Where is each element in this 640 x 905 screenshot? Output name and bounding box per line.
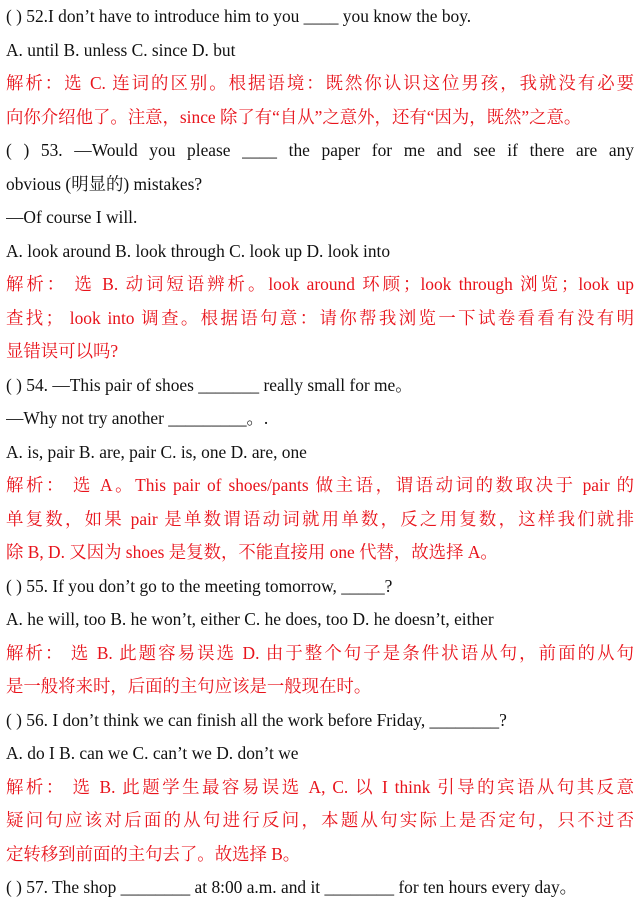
answer-55-explanation-line-2: 是一般将来时，后面的主句应该是一般现在时。 bbox=[6, 676, 372, 696]
question-53-reply: —Of course I will. bbox=[6, 207, 138, 227]
answer-52-explanation-line-2: 向你介绍他了。注意，since 除了有“自从”之意外，还有“因为，既然”之意。 bbox=[6, 106, 582, 127]
answer-55-explanation-line-1: 解析： 选 B. 此题容易误选 D. 由于整个句子是条件状语从句，前面的从句 bbox=[6, 642, 634, 663]
answer-56-explanation-line-1: 解析： 选 B. 此题学生最容易误选 A, C. 以 I think 引导的宾语从句其反意 bbox=[6, 776, 634, 797]
answer-56-explanation-line-3: 定转移到前面的主句去了。故选择 B。 bbox=[6, 843, 301, 864]
question-56-text: ( ) 56. I don’t think we can finish all the work before Friday, ________? bbox=[6, 709, 507, 730]
question-55-options: A. he will, too B. he won’t, either C. he does, too D. he doesn’t, either bbox=[6, 609, 494, 629]
question-55-text: ( ) 55. If you don’t go to the meeting tomorrow, _____? bbox=[6, 575, 393, 596]
question-57-text: ( ) 57. The shop ________ at 8:00 a.m. and it ________ for ten hours every day。 bbox=[6, 877, 578, 897]
question-52-text: ( ) 52.I don’t have to introduce him to you ____ you know the boy. bbox=[6, 6, 472, 26]
question-53-text-line-2: obvious (明显的) mistakes? bbox=[6, 173, 203, 194]
question-54-reply: —Why not try another _________。. bbox=[6, 408, 269, 428]
question-52-options: A. until B. unless C. since D. but bbox=[6, 39, 236, 60]
answer-53-explanation-line-3: 显错误可以吗? bbox=[6, 341, 119, 361]
answer-52-explanation-line-1: 解析：选 C. 连词的区别。根据语境：既然你认识这位男孩，我就没有必要 bbox=[6, 73, 634, 93]
question-53-text-line-1: ( ) 53. —Would you please ____ the paper for me and see if there are any bbox=[6, 140, 634, 160]
answer-53-explanation-line-2: 查找； look into 调查。根据语句意：请你帮我浏览一下试卷看看有没有明 bbox=[6, 307, 634, 328]
question-54-text: ( ) 54. —This pair of shoes _______ really small for me。 bbox=[6, 374, 413, 395]
answer-54-explanation-line-2: 单复数，如果 pair 是单数谓语动词就用单数，反之用复数，这样我们就排 bbox=[6, 508, 634, 529]
answer-56-explanation-line-2: 疑问句应该对后面的从句进行反问，本题从句实际上是否定句，只不过否 bbox=[6, 810, 634, 830]
answer-53-explanation-line-1: 解析： 选 B. 动词短语辨析。look around 环顾；look through 浏览；look up bbox=[6, 274, 634, 294]
answer-54-explanation-line-3: 除 B, D. 又因为 shoes 是复数，不能直接用 one 代替，故选择 A。 bbox=[6, 542, 498, 562]
question-56-options: A. do I B. can we C. can’t we D. don’t we bbox=[6, 743, 299, 763]
answer-54-explanation-line-1: 解析： 选 A。This pair of shoes/pants 做主语，谓语动词的数取决于 pair 的 bbox=[6, 475, 634, 495]
question-54-options: A. is, pair B. are, pair C. is, one D. are, one bbox=[6, 441, 307, 462]
question-53-options: A. look around B. look through C. look up D. look into bbox=[6, 240, 391, 261]
